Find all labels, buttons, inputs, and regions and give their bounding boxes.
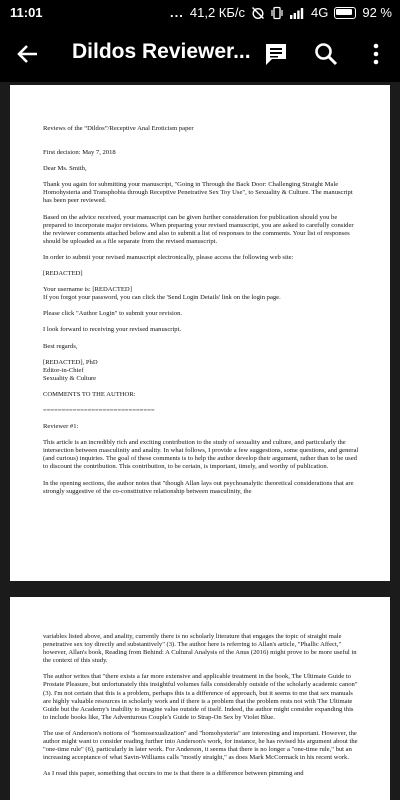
signature-journal: Sexuality & Culture: [43, 374, 97, 382]
page-1-text: [43, 125, 360, 504]
body-paragraph: In order to submit your revised manuscript electronically, please access the following web site:: [43, 253, 294, 261]
alarm-off-icon: [251, 6, 265, 20]
search-icon[interactable]: [312, 40, 340, 68]
network-speed: 41,2 КБ/с: [189, 5, 246, 20]
network-type: 4G: [311, 5, 329, 20]
comments-heading: COMMENTS TO THE AUTHOR:: [43, 390, 136, 398]
salutation: Dear Ms. Smith,: [43, 165, 87, 173]
status-bar: [0, 0, 400, 26]
status-icons: [170, 5, 392, 20]
body-paragraph: The use of Anderson's notions of "homosexualization" and "homohysteria" are interesting and important. However, the author might want to consider reading further into Anderson's work, for instance, he has revised his argument about the "one-time rule" (6), particularly in later work. For Anderson, it seems that there is no longer a "one-time rule," but an increasing acceptance of what Savin-Williams calls "mostly straight," as does Mark McCormack in his recent work.: [43, 729, 358, 762]
body-paragraph: As I read this paper, something that occurs to me is that there is a difference between pimming and: [43, 770, 304, 778]
more-vert-icon[interactable]: [362, 40, 390, 68]
reviewer-heading: Reviewer #1:: [43, 423, 79, 431]
document-page-2: [10, 597, 390, 800]
username-line: Your username is: [REDACTED]: [43, 286, 132, 294]
divider-line: ==============================: [43, 406, 155, 414]
signal-icon: [289, 7, 305, 19]
comment-icon[interactable]: [262, 40, 290, 68]
page-2-text: [43, 633, 360, 786]
body-paragraph: This article is an incredibly rich and exciting contribution to the study of sexuality and culture, and particularly the intersection between masculinity and anality. In what follows, I provide a few suggestions, some questions, and general (and curious) inquiries. The goal of these comments is to help the author develop their argument, rather than to be used to discount the contribution. This contribution, to be certain, is important, timely, and worthy of publication.: [43, 439, 359, 471]
decision-date: First decision: May 7, 2018: [43, 149, 116, 157]
notification-dots: ...: [170, 5, 184, 20]
body-paragraph: The author writes that "there exists a far more extensive and applicable treatment in the book, The Ultimate Guide to Prostate Pleasure, but unfortunately this insightful volumes falls considerably outside of the scholarly academic canon" (3). I'm not certain that this is a problem, perhaps this is a difference of approach, but it seems to me that sex manuals are highly valuable resources in scholarly work and if there is a problem that the problem rests not with The Ultimate Guide but the Academy's inability to imagine value outside of itself. Indeed, the author might consider expanding this to include books like, The Adventurous Couple's Guide to Strap-On Sex by Violet Blue.: [43, 673, 358, 721]
body-paragraph: Based on the advice received, your manuscript can be given further consideration for publication should you be prepared to incorporate major revisions. When preparing your revised manuscript, you are asked to carefully consider the reviewer comments attached below and also to submit a list of responses to the comments. Your list of responses should be uploaded as a file separate from the revised manuscript.: [43, 213, 354, 245]
document-title: Dildos Reviewer...: [72, 40, 251, 63]
redacted-url: [REDACTED]: [43, 270, 83, 278]
app-toolbar: [0, 26, 400, 82]
document-viewer[interactable]: [0, 82, 400, 800]
signature-name: [REDACTED], PhD: [43, 358, 98, 366]
body-paragraph: In the opening sections, the author notes that "though Allan lays out psychoanalytic theoretical considerations that are strongly suggestive of the co-constitutive relationship between masculinity, the: [43, 479, 354, 495]
battery-icon: [334, 7, 356, 19]
status-time: 11:01: [10, 5, 43, 20]
body-paragraph: Please click "Author Login" to submit your revision.: [43, 310, 183, 318]
vibrate-icon: [271, 6, 283, 20]
back-arrow-icon[interactable]: [14, 40, 42, 68]
document-page-1: [10, 85, 390, 581]
doc-heading: Reviews of the “Dildos”/Receptive Anal Eroticism paper: [43, 125, 194, 132]
password-line: If you forgot your password, you can click the 'Send Login Details' link on the login page.: [43, 294, 281, 302]
closing: Best regards,: [43, 342, 78, 350]
battery-level: 92 %: [362, 5, 392, 20]
body-paragraph: I look forward to receiving your revised manuscript.: [43, 326, 182, 334]
body-paragraph: variables listed above, and anality, currently there is no scholarly literature that engages the topic of straight male penetrative sex toy directly and substantively" (3). The author here is referring to Allan's article, "Phallic Affect," however, Allan's book, Reading from Behind: A Cultural Analysis of the Anus (2016) might prove to be more useful in the context of this study.: [43, 633, 357, 665]
body-paragraph: Thank you again for submitting your manuscript, "Going in Through the Back Door: Challenging Straight Male Homohysteria and Transphobia through Receptive Penetrative Sex Toy Use", to Sexuality & Culture. The manuscript has been peer reviewed.: [43, 181, 353, 205]
signature-title: Editor-in-Chief: [43, 366, 84, 374]
